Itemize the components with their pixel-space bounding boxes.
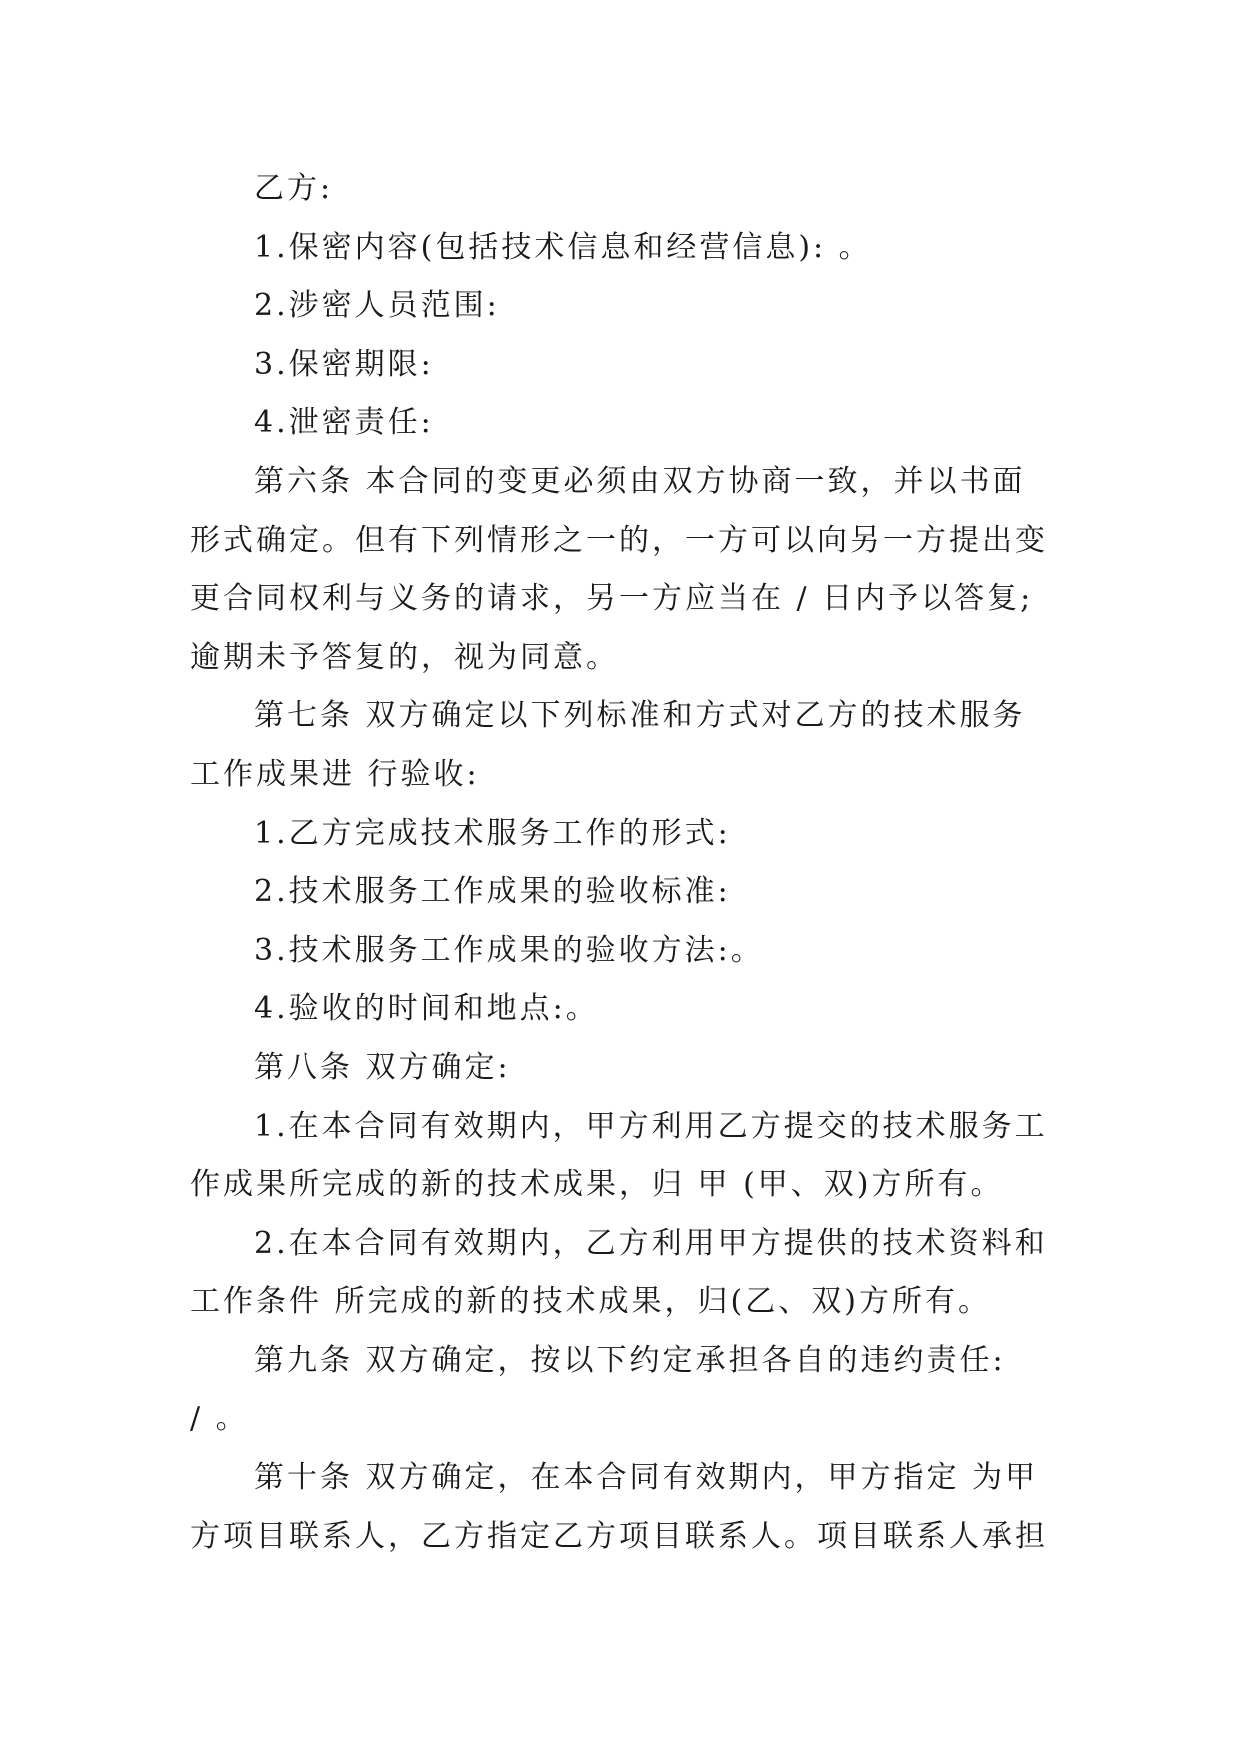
article-8-item-2: [190, 1215, 1060, 1332]
article-6-line-1: 第六条 本合同的变更必须由双方协商一致，并以书面: [254, 463, 1026, 499]
confidential-content-item: 1.保密内容(包括技术信息和经营信息): 。: [254, 229, 872, 265]
article-6-line-3: 更合同权利与义务的请求，另一方应当在 / 日内予以答复;: [190, 581, 1034, 617]
confidential-personnel-item: 2.涉密人员范围:: [254, 288, 500, 324]
confidential-period-item: 3.保密期限:: [254, 346, 434, 382]
article-6-line-2: 形式确定。但有下列情形之一的，一方可以向另一方提出变: [190, 522, 1048, 558]
article-10-line-2: 方项目联系人，乙方指定乙方项目联系人。项目联系人承担: [190, 1518, 1048, 1554]
acceptance-standard-item: 2.技术服务工作成果的验收标准:: [254, 874, 731, 910]
acceptance-method-item: 3.技术服务工作成果的验收方法:。: [254, 932, 764, 968]
party-b-label: 乙方:: [254, 171, 334, 206]
leak-liability-item: 4.泄密责任:: [254, 405, 434, 441]
article-8-item-1-line-2: 作成果所完成的新的技术成果，归 甲 (甲、双)方所有。: [190, 1167, 1004, 1203]
article-8-item-2-line-1: 2.在本合同有效期内，乙方利用甲方提供的技术资料和: [254, 1225, 1048, 1261]
acceptance-time-place-item: 4.验收的时间和地点:。: [254, 991, 599, 1027]
article-7-line-2: 工作成果进 行验收:: [190, 756, 480, 792]
article-8-item-1-line-1: 1.在本合同有效期内，甲方利用乙方提交的技术服务工: [254, 1108, 1048, 1144]
article-7-line-1: 第七条 双方确定以下列标准和方式对乙方的技术服务: [254, 698, 1026, 734]
article-6-line-4: 逾期未予答复的，视为同意。: [190, 639, 619, 675]
article-8-item-1: [190, 1098, 1060, 1215]
contract-body: [190, 160, 1060, 1566]
article-8-heading: 第八条 双方确定:: [254, 1049, 511, 1085]
article-8-item-2-line-2: 工作条件 所完成的新的技术成果，归(乙、双)方所有。: [190, 1284, 991, 1320]
article-6: [190, 453, 1060, 687]
article-9-line-1: 第九条 双方确定，按以下约定承担各自的违约责任:: [254, 1342, 1006, 1378]
article-7: [190, 687, 1060, 804]
article-9: [190, 1332, 1060, 1449]
article-9-line-2: / 。: [190, 1401, 249, 1437]
article-10-line-1: 第十条 双方确定，在本合同有效期内，甲方指定 为甲: [254, 1460, 1039, 1496]
acceptance-form-item: 1.乙方完成技术服务工作的形式:: [254, 815, 731, 851]
article-10: [190, 1449, 1060, 1566]
